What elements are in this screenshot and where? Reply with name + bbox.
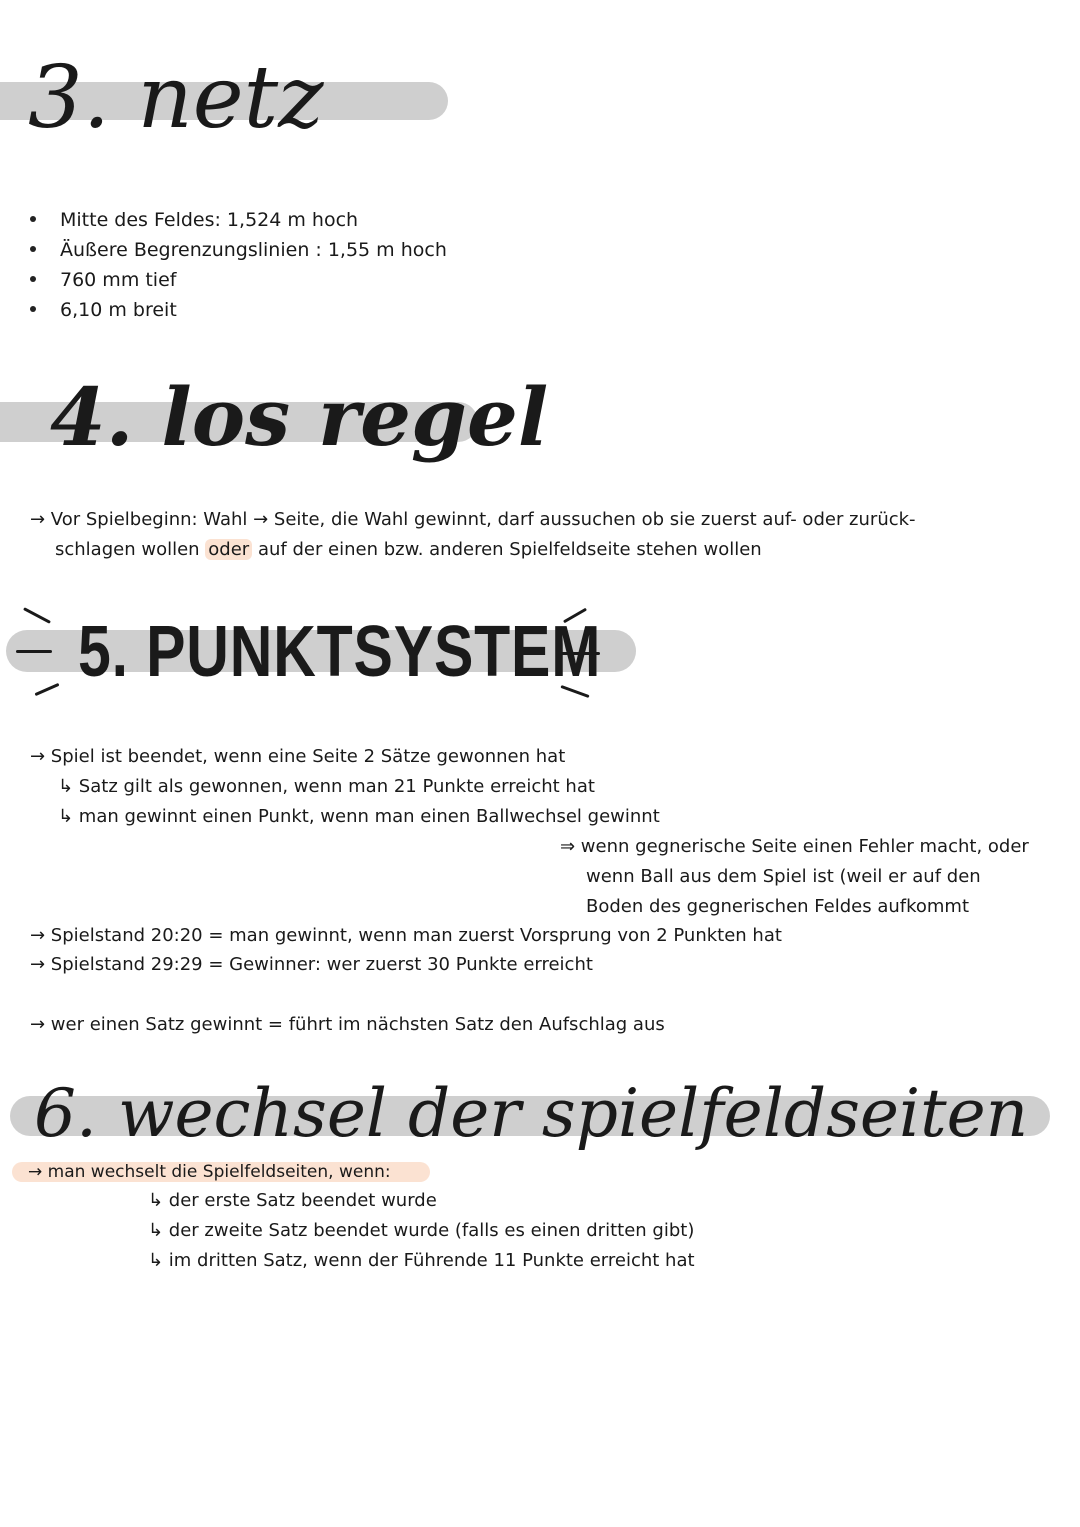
side-change-intro: → man wechselt die Spielfeldseiten, wenn: [28, 1162, 391, 1182]
section3-title: 3. netz [28, 48, 324, 148]
toss-rule-line2-start: schlagen wollen [55, 539, 206, 560]
deco-dash [35, 683, 60, 696]
scoring-line-1: → Spiel ist beendet, wenn eine Seite 2 Sätze gewonnen hat [30, 746, 566, 767]
toss-rule-line1: → Vor Spielbeginn: Wahl → Seite, die Wahl gewinnt, darf aussuchen ob sie zuerst auf- oder zurück- [30, 509, 916, 530]
net-depth: 760 mm tief [60, 269, 177, 291]
section5-title: 5. PUNKTSYSTEM [78, 612, 602, 692]
section6-title: 6. wechsel der spielfeldseiten [34, 1075, 1029, 1152]
scoring-line-4: ⇒ wenn gegnerische Seite einen Fehler macht, oder [560, 836, 1029, 857]
bullet-dot [30, 246, 36, 252]
scoring-line-2: ↳ Satz gilt als gewonnen, wenn man 21 Punkte erreicht hat [58, 776, 595, 797]
scoring-line-6: Boden des gegnerischen Feldes aufkommt [586, 896, 970, 917]
net-width: 6,10 m breit [60, 299, 177, 321]
net-center-height: Mitte des Feldes: 1,524 m hoch [60, 209, 359, 231]
side-change-line-3: ↳ im dritten Satz, wenn der Führende 11 Punkte erreicht hat [148, 1250, 695, 1271]
scoring-line-5: wenn Ball aus dem Spiel ist (weil er auf den [586, 866, 981, 887]
deco-dash [16, 650, 52, 653]
bullet-dot [30, 216, 36, 222]
deco-dash [23, 607, 51, 624]
bullet-dot [30, 276, 36, 282]
scoring-line-3: ↳ man gewinnt einen Punkt, wenn man einen Ballwechsel gewinnt [58, 806, 660, 827]
toss-rule-line2 [55, 535, 762, 565]
section4-title: 4. los regel [50, 370, 549, 464]
highlighted-word: oder [205, 539, 252, 560]
scoring-line-9: → wer einen Satz gewinnt = führt im nächsten Satz den Aufschlag aus [30, 1014, 665, 1035]
toss-rule-line2-end: auf der einen bzw. anderen Spielfeldseite stehen wollen [252, 539, 762, 560]
scoring-line-8: → Spielstand 29:29 = Gewinner: wer zuerst 30 Punkte erreicht [30, 954, 593, 975]
net-outer-height: Äußere Begrenzungslinien : 1,55 m hoch [60, 239, 447, 261]
side-change-line-1: ↳ der erste Satz beendet wurde [148, 1190, 437, 1211]
bullet-dot [30, 306, 36, 312]
scoring-line-7: → Spielstand 20:20 = man gewinnt, wenn man zuerst Vorsprung von 2 Punkten hat [30, 925, 782, 946]
side-change-line-2: ↳ der zweite Satz beendet wurde (falls es einen dritten gibt) [148, 1220, 695, 1241]
